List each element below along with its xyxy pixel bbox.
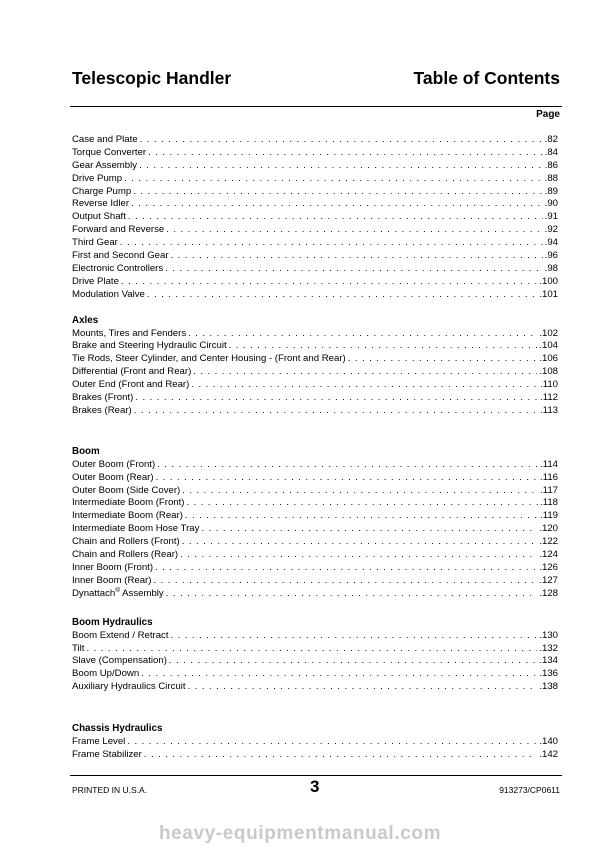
dot-leader (147, 289, 537, 302)
header-divider (70, 106, 562, 107)
toc-entry-page: .140 (539, 736, 558, 748)
toc-entry (72, 276, 558, 289)
toc-entry-title: Slave (Compensation) (72, 655, 167, 667)
toc-entry-page: .86 (544, 159, 558, 171)
toc-section-heading: Axles (72, 314, 99, 326)
dot-leader (185, 510, 538, 523)
toc-group (72, 314, 558, 418)
dot-leader (153, 575, 537, 588)
toc-entry-page: .94 (544, 237, 558, 249)
dot-leader (148, 147, 543, 160)
dot-leader (134, 405, 538, 418)
toc-entry (72, 289, 558, 302)
page-column-label: Page (536, 109, 560, 120)
toc-entry-title: Electronic Controllers (72, 262, 164, 274)
dot-leader (166, 588, 538, 601)
toc-entry-page: .84 (544, 146, 558, 158)
toc-entry-title: Frame Stabilizer (72, 748, 142, 760)
toc-entry-title: Differential (Front and Rear) (72, 366, 192, 378)
toc-entry-page: .120 (539, 523, 558, 535)
dot-leader (180, 549, 537, 562)
toc-entry (72, 379, 558, 392)
toc-entry-page: .96 (544, 250, 558, 262)
toc-entry-title: Intermediate Boom (Front) (72, 497, 185, 509)
toc-entry (72, 198, 558, 211)
toc-entry-page: .130 (539, 629, 558, 641)
toc-entry-page: .106 (539, 353, 558, 365)
toc-entry (72, 485, 558, 498)
toc-entry-title: Tilt (72, 642, 85, 654)
dot-leader (191, 379, 538, 392)
toc-entry-title: Outer End (Front and Rear) (72, 379, 190, 391)
dot-leader (155, 562, 537, 575)
dot-leader (128, 211, 543, 224)
dot-leader (201, 523, 537, 536)
toc-entry-page: .102 (539, 327, 558, 339)
dot-leader (141, 668, 537, 681)
toc-entry (72, 630, 558, 643)
toc-entry (72, 643, 558, 656)
toc-entry (72, 497, 558, 510)
toc-entry (72, 237, 558, 250)
toc-group (72, 445, 558, 601)
toc-entry-page: .126 (539, 561, 558, 573)
toc-entry-title: Brakes (Front) (72, 392, 134, 404)
toc-entry-page: .119 (540, 510, 558, 522)
toc-entry (72, 134, 558, 147)
toc-entry (72, 536, 558, 549)
toc-entry (72, 562, 558, 575)
toc-entry (72, 353, 558, 366)
toc-section-heading: Chassis Hydraulics (72, 723, 163, 735)
toc-entry-title: Inner Boom (Front) (72, 561, 154, 573)
toc-entry-page: .142 (539, 748, 558, 760)
toc-entry (72, 224, 558, 237)
toc-entry-page: .128 (539, 587, 558, 599)
toc-entry-page: .100 (539, 275, 558, 287)
dot-leader (193, 366, 537, 379)
dot-leader (348, 353, 538, 366)
dot-leader (133, 186, 542, 199)
toc-entry-page: .91 (544, 211, 558, 223)
dot-leader (124, 173, 543, 186)
toc-entry-page: .118 (540, 497, 558, 509)
toc-entry-title: Outer Boom (Rear) (72, 471, 154, 483)
toc-entry-title: First and Second Gear (72, 250, 169, 262)
toc-entry-title (72, 588, 164, 601)
toc-entry (72, 472, 558, 485)
toc-entry-title-text: Dynattach (72, 587, 116, 599)
toc-entry-title: Tie Rods, Steer Cylinder, and Center Housing - (Front and Rear) (72, 353, 346, 365)
dot-leader (187, 497, 539, 510)
toc-entry-page: .124 (539, 549, 558, 561)
dot-leader (86, 643, 537, 656)
toc-entry-title: Boom Up/Down (72, 668, 140, 680)
toc-entry-title: Chain and Rollers (Rear) (72, 549, 179, 561)
toc-entry (72, 655, 558, 668)
toc-entry-title: Drive Plate (72, 275, 119, 287)
toc-entry (72, 250, 558, 263)
toc-section-heading: Boom (72, 445, 100, 457)
toc-group (72, 616, 558, 694)
toc-entry-page: .122 (539, 536, 558, 548)
dot-leader (131, 198, 543, 211)
toc-entry (72, 173, 558, 186)
toc-entry-title: Brakes (Rear) (72, 404, 132, 416)
toc-entry-title: Intermediate Boom Hose Tray (72, 523, 200, 535)
toc-entry (72, 328, 558, 341)
toc-entry-title: Outer Boom (Side Cover) (72, 484, 181, 496)
toc-entry-page: .92 (544, 224, 558, 236)
toc-entry-page: .136 (539, 668, 558, 680)
dot-leader (139, 160, 543, 173)
toc-entry (72, 366, 558, 379)
document-title: Telescopic Handler (72, 68, 232, 88)
toc-entry (72, 510, 558, 523)
toc-entry (72, 681, 558, 694)
dot-leader (121, 276, 537, 289)
registered-mark: ® (115, 586, 120, 594)
toc-entry-title: Third Gear (72, 237, 118, 249)
dot-leader (188, 681, 538, 694)
toc-entry-title: Output Shaft (72, 211, 126, 223)
dot-leader (182, 485, 538, 498)
toc-entry-page: .117 (540, 484, 558, 496)
toc-entry-page: .90 (544, 198, 558, 210)
toc-entry-title: Brake and Steering Hydraulic Circuit (72, 340, 227, 352)
toc-entry-title: Drive Pump (72, 172, 123, 184)
dot-leader (157, 459, 538, 472)
dot-leader (166, 224, 542, 237)
toc-entry-page: .88 (544, 172, 558, 184)
dot-leader (229, 340, 538, 353)
toc-entry-title: Reverse Idler (72, 198, 130, 210)
toc-entry-title: Mounts, Tires and Fenders (72, 327, 187, 339)
toc-entry (72, 459, 558, 472)
toc-entry (72, 575, 558, 588)
toc-entry (72, 186, 558, 199)
dot-leader (171, 250, 543, 263)
dot-leader (182, 536, 538, 549)
dot-leader (144, 749, 537, 762)
table-of-contents (72, 122, 558, 762)
dot-leader (140, 134, 543, 147)
dot-leader (165, 263, 542, 276)
toc-entry-page: .110 (540, 379, 558, 391)
dot-leader (171, 630, 538, 643)
toc-entry (72, 392, 558, 405)
toc-entry (72, 523, 558, 536)
toc-entry-page: .138 (539, 681, 558, 693)
toc-entry (72, 549, 558, 562)
section-title: Table of Contents (413, 68, 560, 88)
toc-entry-page: .112 (540, 392, 558, 404)
toc-entry-page: .98 (544, 262, 558, 274)
toc-group (72, 722, 558, 762)
toc-group (72, 134, 558, 302)
dot-leader (135, 392, 538, 405)
toc-entry-page: .116 (540, 471, 558, 483)
document-code: 913273/CP0611 (499, 785, 560, 795)
page-number: 3 (310, 777, 320, 796)
toc-entry (72, 160, 558, 173)
toc-entry-page: .113 (540, 404, 558, 416)
toc-entry-title: Intermediate Boom (Rear) (72, 510, 183, 522)
toc-entry-title: Frame Level (72, 736, 126, 748)
toc-entry-page: .127 (539, 574, 558, 586)
dot-leader (188, 328, 537, 341)
toc-entry-title: Charge Pump (72, 185, 132, 197)
toc-section-heading: Boom Hydraulics (72, 616, 153, 628)
toc-entry-title: Chain and Rollers (Front) (72, 536, 180, 548)
dot-leader (169, 655, 537, 668)
toc-entry (72, 749, 558, 762)
toc-entry-page: .82 (544, 134, 558, 145)
toc-entry-title: Auxiliary Hydraulics Circuit (72, 681, 186, 693)
toc-entry-title: Torque Converter (72, 146, 147, 158)
toc-entry (72, 668, 558, 681)
dot-leader (127, 736, 537, 749)
dot-leader (120, 237, 543, 250)
toc-entry-title: Case and Plate (72, 134, 138, 145)
footer-printed: PRINTED IN U.S.A. (72, 785, 148, 795)
toc-entry-title: Inner Boom (Rear) (72, 574, 152, 586)
toc-entry (72, 736, 558, 749)
toc-entry-page: .132 (539, 642, 558, 654)
toc-entry-page: .89 (544, 185, 558, 197)
dot-leader (156, 472, 538, 485)
toc-entry (72, 588, 558, 601)
toc-entry-page: .104 (539, 340, 558, 352)
toc-entry (72, 340, 558, 353)
toc-entry-title: Modulation Valve (72, 288, 145, 300)
toc-entry-title: Gear Assembly (72, 159, 138, 171)
toc-entry (72, 263, 558, 276)
toc-entry-page: .101 (539, 288, 558, 300)
toc-entry-title-suffix: Assembly (120, 587, 164, 599)
footer-divider (70, 775, 562, 776)
toc-entry-title: Forward and Reverse (72, 224, 165, 236)
toc-entry-title: Boom Extend / Retract (72, 629, 169, 641)
toc-entry-title: Outer Boom (Front) (72, 458, 156, 470)
watermark: heavy-equipmentmanual.com (158, 823, 442, 844)
toc-entry (72, 147, 558, 160)
toc-entry (72, 405, 558, 418)
toc-entry-page: .134 (539, 655, 558, 667)
toc-entry-page: .108 (539, 366, 558, 378)
toc-entry (72, 211, 558, 224)
toc-entry-page: .114 (540, 458, 558, 470)
